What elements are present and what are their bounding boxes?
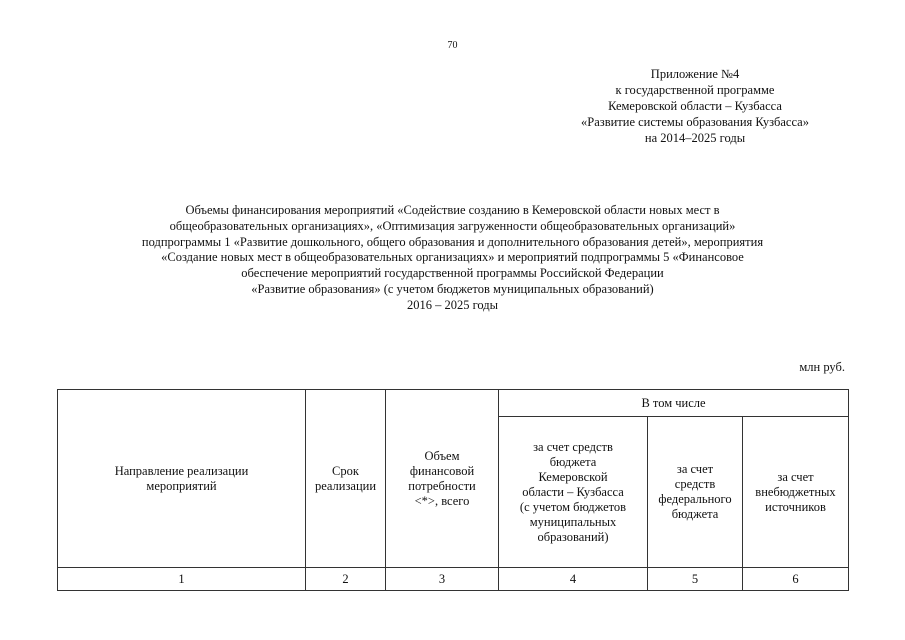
column-number: 3: [386, 568, 499, 591]
title-line: общеобразовательных организациях», «Оптимизация загруженности общеобразовательных организаций»: [169, 218, 736, 233]
header-federal-budget: за счет средств федерального бюджета: [648, 417, 743, 568]
financing-table: [57, 389, 849, 591]
header-regional-budget: за счет средств бюджета Кемеровской области – Кузбасса (с учетом бюджетов муниципальных образований): [499, 417, 648, 568]
appendix-line: Кемеровской области – Кузбасса: [608, 99, 782, 113]
header-total: Объем финансовой потребности <*>, всего: [386, 390, 499, 568]
appendix-line: «Развитие системы образования Кузбасса»: [581, 115, 809, 129]
header-including: В том числе: [499, 390, 849, 417]
header-direction: Направление реализации мероприятий: [58, 390, 306, 568]
column-number: 6: [743, 568, 849, 591]
title-line: 2016 – 2025 годы: [406, 297, 499, 312]
title-line: Объемы финансирования мероприятий «Содействие созданию в Кемеровской области новых мест в: [185, 203, 720, 217]
column-number: 5: [648, 568, 743, 591]
appendix-header: [535, 66, 855, 146]
column-number-row: [58, 568, 849, 591]
title-line: обеспечение мероприятий государственной программы Российской Федерации: [241, 266, 664, 281]
appendix-line: Приложение №4: [650, 67, 740, 81]
header-extrabudgetary: за счет внебюджетных источников: [743, 417, 849, 568]
column-number: 2: [306, 568, 386, 591]
appendix-line: на 2014–2025 годы: [644, 131, 746, 145]
document-title: [0, 203, 905, 314]
appendix-line: к государственной программе: [615, 83, 775, 97]
header-period: Срок реализации: [306, 390, 386, 568]
header-row: [58, 390, 849, 417]
title-line: подпрограммы 1 «Развитие дошкольного, общего образования и дополнительного образования детей», мероприятия: [141, 234, 764, 249]
title-line: «Создание новых мест в общеобразовательных организациях» и мероприятий подпрограммы 5 «Финансовое: [161, 250, 744, 265]
title-line: «Развитие образования» (с учетом бюджетов муниципальных образований): [251, 281, 654, 296]
column-number: 1: [58, 568, 306, 591]
column-number: 4: [499, 568, 648, 591]
unit-label: млн руб.: [799, 360, 845, 374]
page-number: 70: [447, 40, 458, 51]
